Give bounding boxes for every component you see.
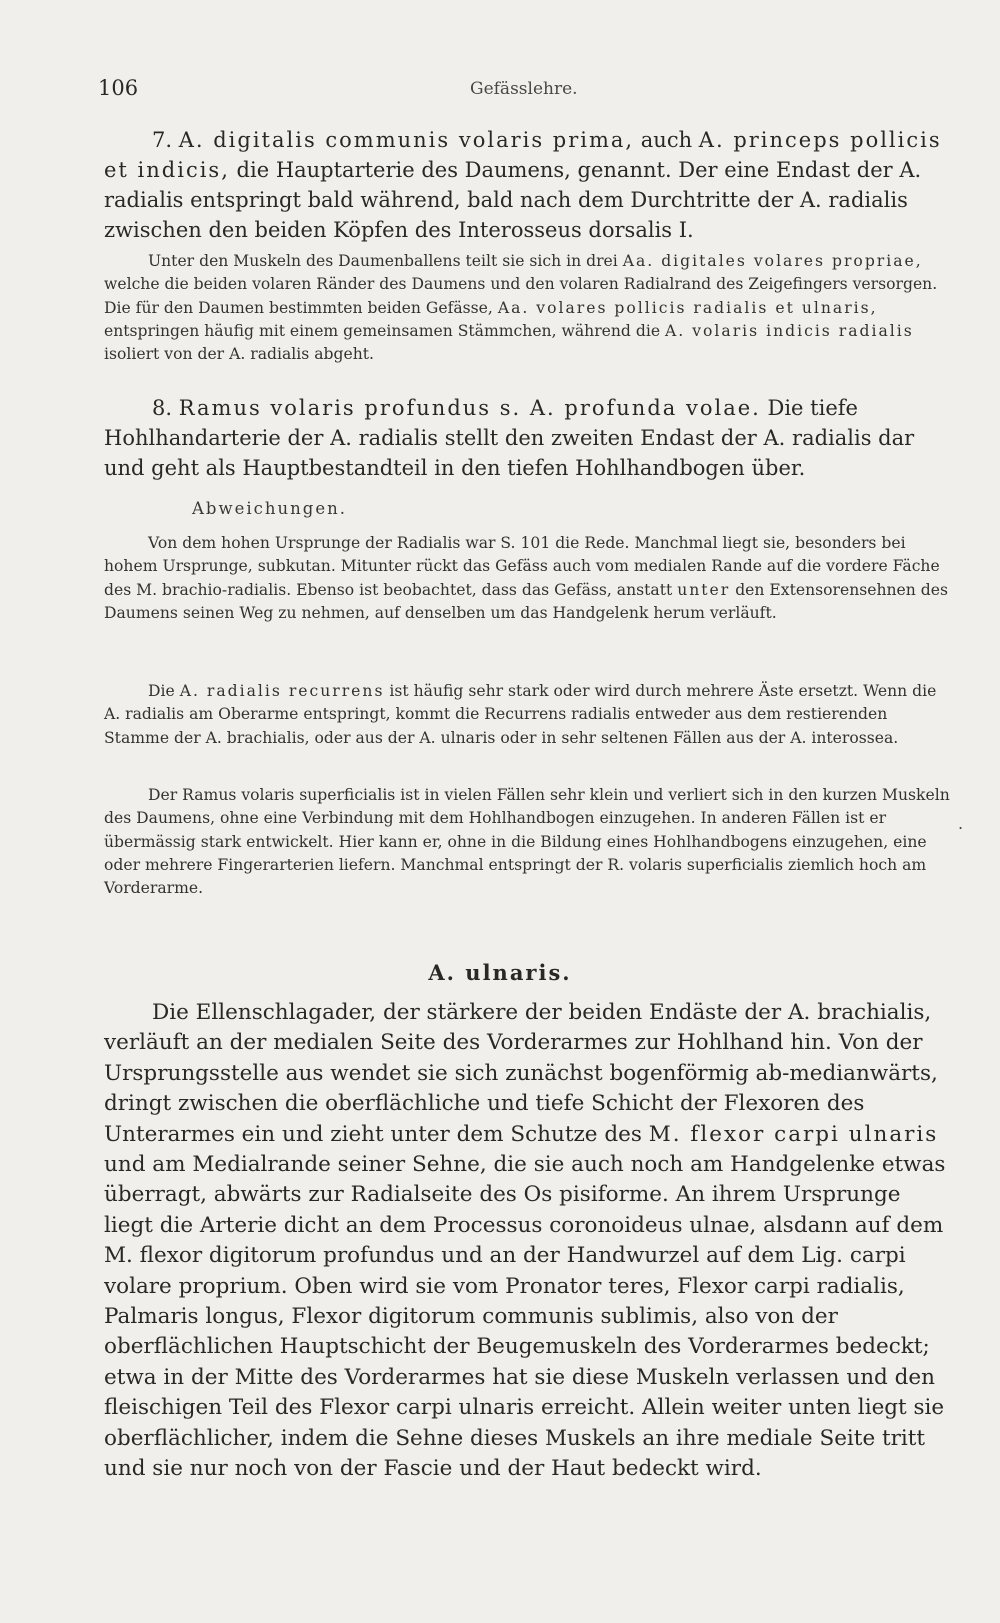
- emphasized-term: A. princeps pollicis et indicis,: [104, 128, 942, 182]
- text-run: entspringen häufig mit einem gemeinsamen Stämmchen, während die: [104, 321, 666, 340]
- emphasized-term: A. radialis recurrens: [179, 682, 385, 700]
- note-hoher-ursprung: [104, 532, 956, 625]
- paragraph-digitalis-communis: [104, 125, 956, 245]
- text-run: und am Medialrande seiner Sehne, die sie auch noch am Handgelenke etwas überragt, abwärts zur Radialseite des Os pisiforme. An ihrem Ursprunge liegt die Arterie dicht an dem Processus coronoideus ulnae, alsdann auf dem M. flexor digitorum profundus und an der Handwurzel auf dem Lig. carpi volare proprium. Oben wird sie vom Pronator teres, Flexor carpi radialis, Palmaris longus, Flexor digitorum communis sublimis, also von der oberflächlichen Hauptschicht der Beugemuskeln des Vorderarmes bedeckt; etwa in der Mitte des Vorderarmes hat sie diese Muskeln verlassen und den fleischigen Teil des Flexor carpi ulnaris erreicht. Allein weiter unten liegt sie oberflächlicher, indem die Sehne dieses Muskels an ihre mediale Seite tritt und sie nur noch von der Fascie und der Haut bedeckt wird.: [104, 1152, 946, 1482]
- text-run: den Extensorensehnen des Daumens seinen Weg zu nehmen, auf denselben um das Handgelenk herum verläuft.: [104, 580, 948, 622]
- emphasized-term: Ramus volaris profundus s. A. profunda volae.: [178, 396, 761, 420]
- section-title-a-ulnaris: A. ulnaris.: [428, 960, 572, 985]
- text-run: 7.: [152, 128, 179, 152]
- text-run: Unter den Muskeln des Daumenballens teilt sie sich in drei: [148, 252, 623, 270]
- emphasized-term: A. digitalis communis volaris prima,: [178, 128, 635, 152]
- note-ramus-volaris-superficialis: [104, 784, 956, 900]
- text-run: die Hauptarterie des Daumens, genannt. Der eine Endast der A. radialis entspringt bald während, bald nach dem Durchtritte der A. radialis zwischen den beiden Köpfen des Interosseus dorsalis I.: [104, 158, 922, 242]
- text-run: Der Ramus volaris superficialis ist in vielen Fällen sehr klein und verliert sich in den kurzen Muskeln des Daumens, ohne eine Verbindung mit dem Hohlhandbogen einzugehen. In anderen Fällen ist er übermässig stark entwickelt. Hier kann er, ohne in die Bildung eines Hohlhandbogens einzugehen, eine oder mehrere Fingerarterien liefern. Manchmal entspringt der R. volaris superficialis ziemlich hoch am Vorderarme.: [104, 786, 950, 898]
- text-run: isoliert von der A. radialis abgeht.: [104, 345, 374, 364]
- abweichungen-heading: Abweichungen.: [192, 499, 347, 518]
- paragraph-daumenballen: [104, 250, 956, 366]
- text-run: Von dem hohen Ursprunge der Radialis war S. 101 die Rede. Manchmal liegt sie, besonders bei hohem Ursprunge, subkutan. Mitunter rückt das Gefäss auch vom medialen Rande auf die vordere Fäche des M. brachio-radialis. Ebenso ist beobachtet, dass das Gefäss, anstatt: [104, 534, 940, 599]
- paragraph-ramus-volaris-profundus: [104, 393, 956, 483]
- page-number: 106: [98, 76, 139, 100]
- emphasized-term: M. flexor carpi ulnaris: [648, 1121, 939, 1147]
- text-run: auch: [634, 128, 699, 152]
- text-run: ist häufig sehr stark oder wird durch mehrere Äste ersetzt. Wenn die A. radialis am Oberarme entspringt, kommt die Recurrens radialis entweder aus dem restierenden Stamme der A. brachialis, oder aus der A. ulnaris oder in sehr seltenen Fällen aus der A. interossea.: [104, 682, 937, 747]
- text-run: Die Ellenschlagader, der stärkere der beiden Endäste der A. brachialis, verläuft an der medialen Seite des Vorderarmes zur Hohlhand hin. Von der Ursprungsstelle aus wendet sie sich zunächst bogenförmig ab-medianwärts, dringt zwischen die oberflächliche und tiefe Schicht der Flexoren des Unterarmes ein und zieht unter dem Schutze des: [104, 1000, 938, 1147]
- paragraph-ellenschlagader: [104, 998, 956, 1485]
- stray-mark: .: [958, 814, 964, 833]
- text-run: 8.: [152, 396, 179, 420]
- text-run: Die tiefe Hohlhandarterie der A. radialis stellt den zweiten Endast der A. radialis dar und geht als Hauptbestandteil in den tiefen Hohlhandbogen über.: [104, 396, 915, 480]
- text-run: welche die beiden volaren Ränder des Daumens und den volaren Radialrand des Zeigefingers versorgen. Die für den Daumen bestimmten beiden Gefässe,: [104, 275, 938, 317]
- emphasized-term: unter: [677, 580, 731, 599]
- page-header: [98, 76, 928, 106]
- text-run: Die: [148, 682, 180, 700]
- emphasized-term: A. volaris indicis radialis: [665, 321, 914, 340]
- emphasized-term: Aa. volares pollicis radialis et ulnaris,: [497, 298, 878, 317]
- note-radialis-recurrens: [104, 680, 956, 750]
- emphasized-term: Aa. digitales volares propriae,: [622, 252, 923, 270]
- running-head: Gefässlehre.: [470, 79, 578, 99]
